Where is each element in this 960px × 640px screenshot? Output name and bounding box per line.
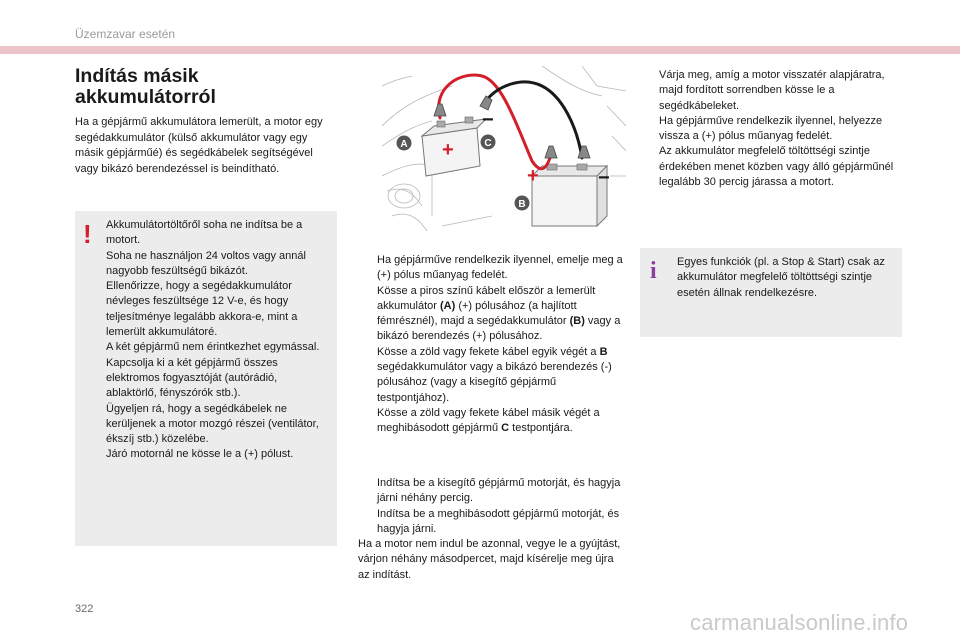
- callout-c-label: C: [484, 138, 492, 149]
- plus-sign-b: +: [527, 165, 539, 187]
- label-b-ref: B: [599, 345, 608, 358]
- step-text: vagy a bikázó berendezés (+) pólusához.: [377, 315, 621, 343]
- label-a-ref: (A): [439, 299, 456, 312]
- warning-text: [106, 218, 328, 463]
- step-text: Indítsa be a meghibásodott gépjármű motorját, és hagyja járni.: [377, 507, 620, 535]
- section-title: [75, 66, 325, 108]
- warning-line: Járó motornál ne kösse le a (+) pólust.: [106, 448, 294, 461]
- section-title-line1: Indítás másik: [75, 65, 199, 87]
- label-c-ref: C: [501, 422, 510, 435]
- step-item: [358, 476, 626, 507]
- plus-sign-a: +: [442, 139, 454, 161]
- step-text: testpontjára.: [509, 422, 573, 435]
- warning-line: Soha ne használjon 24 voltos vagy annál nagyobb feszültségű bikázót.: [106, 249, 306, 277]
- step-item: [358, 284, 626, 345]
- info-icon: i: [650, 258, 657, 284]
- section-title-line2: akkumulátorról: [75, 86, 216, 108]
- step-item: [358, 253, 626, 284]
- step-text: Az akkumulátor megfelelő töltöttségi szintje érdekében menet közben vagy álló gépjárműnél legalább 30 percig járassa a motort.: [659, 145, 894, 189]
- step-item: [640, 144, 902, 190]
- step-text: segédakkumulátor vagy a bikázó berendezés (-) pólusához (vagy a kisegítő gépjármű testpontjához).: [377, 361, 612, 404]
- warning-line: Kapcsolja ki a két gépjármű összes elektromos fogyasztóját (autórádió, ablaktörlő, fényszórók stb.).: [106, 356, 278, 400]
- step-item: [640, 114, 902, 145]
- step-text: Kösse a zöld vagy fekete kábel egyik végét a: [377, 345, 600, 358]
- step-text: (+) pólusához (a hajlított fémrésznél), majd a segédakkumulátor: [377, 299, 577, 328]
- step-text: Ha gépjárműve rendelkezik ilyennel, emelje meg a (+) pólus műanyag fedelét.: [377, 254, 623, 282]
- battery-b: [532, 164, 607, 226]
- steps-start: [358, 476, 626, 583]
- warning-line: Ügyeljen rá, hogy a segédkábelek ne kerüljenek a motor mozgó részei (ventilátor, ékszíj stb.) közelébe.: [106, 402, 319, 446]
- warning-line: Ellenőrizze, hogy a segédakkumulátor névleges feszültsége 12 V-e, és hogy teljesítménye legalább akkora-e, mint a lemerült akkumulátoré.: [106, 280, 298, 339]
- watermark: carmanualsonline.info: [690, 610, 909, 635]
- jump-start-diagram: [382, 66, 626, 238]
- minus-sign-b: −: [598, 167, 610, 189]
- header-rule: [0, 46, 960, 54]
- step-text: Várja meg, amíg a motor visszatér alapjáratra, majd fordított sorrendben kösse le a segédkábeleket.: [659, 69, 885, 112]
- header-title: Üzemzavar esetén: [75, 27, 176, 41]
- step-text: Kösse a zöld vagy fekete kábel másik végét a meghibásodott gépjármű: [377, 406, 600, 435]
- callout-a-label: A: [400, 139, 408, 150]
- step-item: [358, 345, 626, 406]
- info-text: Egyes funkciók (pl. a Stop & Start) csak az akkumulátor megfelelő töltöttségi szintje esetén állnak rendelkezésre.: [677, 256, 885, 299]
- step-text: Kösse a piros színű kábelt először a lemerült akkumulátor: [377, 284, 596, 312]
- intro-paragraph: Ha a gépjármű akkumulátora lemerült, a motor egy segédakkumulátor (külső akkumulátor vagy egy másik gépjárműé) és segédkábelek segítségével vagy bikázó berendezéssel is beindítható.: [75, 116, 323, 175]
- step-text: Indítsa be a kisegítő gépjármű motorját, és hagyja járni néhány percig.: [377, 477, 621, 505]
- step-item: [358, 507, 626, 538]
- minus-sign-c: −: [482, 109, 494, 131]
- restart-note: Ha a motor nem indul be azonnal, vegye le a gyújtást, várjon néhány másodpercet, majd kísérelje meg újra az indítást.: [358, 538, 621, 581]
- warning-line: Akkumulátortöltőről soha ne indítsa be a motort.: [106, 219, 303, 247]
- callout-b: [515, 196, 530, 211]
- warning-line: A két gépjármű nem érintkezhet egymással.: [106, 341, 320, 354]
- page-number: 322: [75, 603, 94, 615]
- callout-c: [481, 135, 496, 150]
- step-text: Ha gépjárműve rendelkezik ilyennel, helyezze vissza a (+) pólus műanyag fedelét.: [659, 114, 883, 143]
- step-item: [358, 406, 626, 437]
- label-b-ref: (B): [569, 315, 585, 328]
- battery-a: [422, 117, 486, 176]
- step-item: [640, 68, 902, 114]
- warning-exclamation-icon: !: [83, 219, 92, 249]
- callout-a: [397, 136, 412, 151]
- steps-disconnect: [640, 68, 902, 190]
- callout-b-label: B: [518, 199, 526, 210]
- steps-connect: [358, 253, 626, 437]
